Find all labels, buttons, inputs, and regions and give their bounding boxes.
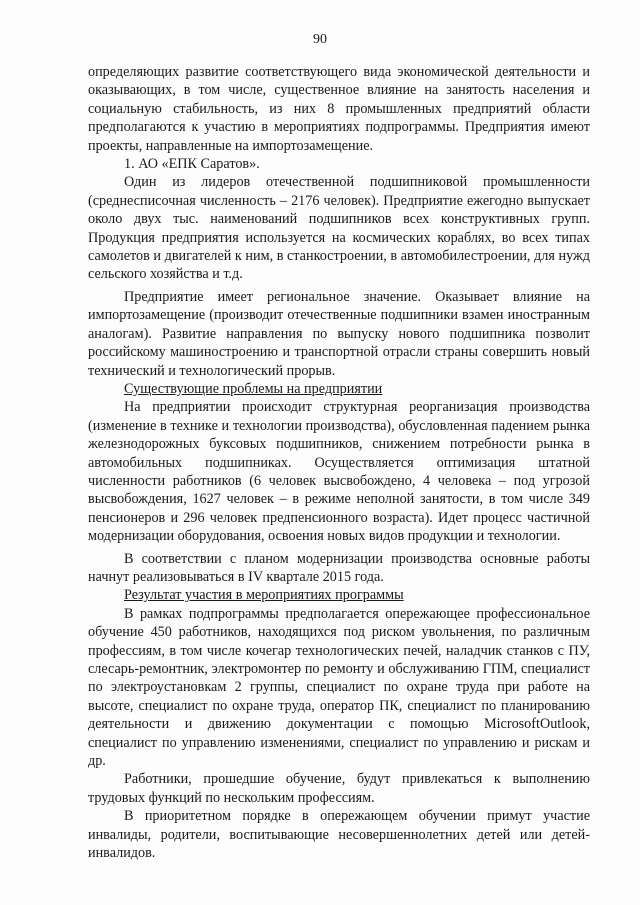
- paragraph-enterprise-title: 1. АО «ЕПК Саратов».: [124, 156, 260, 173]
- paragraph-continuation: определяющих развитие соответствующего вида экономической деятельности и оказывающих, в том числе, существенное влияние на занятость населения и социальную стабильность, из них 8 промышленных предприятий области предполагаются к участию в мероприятиях подпрограммы. Предприятия имеют проекты, направленные на импортозамещение.: [88, 64, 590, 154]
- paragraph-regional-significance: Предприятие имеет региональное значение. Оказывает влияние на импортозамещение (производит отечественные подшипники взамен иностранным аналогам). Развитие направления по выпуску нового подшипника позволит российскому машиностроению и транспортной отрасли страны совершить новый технический и технологический прорыв.: [88, 288, 590, 379]
- paragraph-priority-participants: В приоритетном порядке в опережающем обучении примут участие инвалиды, родители, воспитывающие несовершеннолетних детей или детей-инвалидов.: [88, 808, 590, 862]
- paragraph-restructuring: На предприятии происходит структурная реорганизация производства (изменение в технике и технологии производства), обусловленная падением рынка железнодорожных буксовых подшипников, снижением потребности рынка в автомобильных подшипниках. Осуществляется оптимизация штатной численности работников (6 человек высвобождено, 4 человека – под угрозой высвобождения, 1627 человек – в режиме неполной занятости, в том числе 349 пенсионеров и 296 человек предпенсионного возраста). Идет процесс частичной модернизации оборудования, освоения новых видов продукции и технологии.: [88, 399, 590, 545]
- paragraph-training-program: В рамках подпрограммы предполагается опережающее профессиональное обучение 450 работников, находящихся под риском увольнения, по различным профессиям, в том числе кочегар технологических печей, наладчик станков с ПУ, слесарь-ремонтник, электромонтер по ремонту и обслуживанию ГПМ, специалист по электроустановкам 2 группы, специалист по охране труда при работе на высоте, специалист по охране труда, оператор ПК, специалист по планированию деятельности и движению документации с помощью MicrosoftOutlook, специалист по управлению изменениями, специалист по управлению и рискам и др.: [88, 605, 590, 770]
- paragraph-enterprise-description: Один из лидеров отечественной подшипниковой промышленности (среднесписочная численность – 2176 человек). Предприятие ежегодно выпускает около двух тыс. наименований подшипников всех конструктивных групп. Продукция предприятия используется на космических кораблях, во всех типах самолетов и двигателей к ним, в станкостроении, в автомобилестроении, для нужд сельского хозяйства и т.д.: [88, 174, 590, 283]
- page-number: 90: [313, 32, 327, 47]
- paragraph-trained-workers: Работники, прошедшие обучение, будут привлекаться к выполнению трудовых функций по нескольким профессиям.: [88, 771, 590, 806]
- section-heading-results: [88, 586, 590, 604]
- section-heading-problems-text: Существующие проблемы на предприятии: [124, 380, 383, 397]
- paragraph-modernization-plan: В соответствии с планом модернизации производства основные работы начнут реализовываться в IV квартале 2015 года.: [88, 550, 590, 585]
- section-heading-results-text: Результат участия в мероприятиях программы: [124, 587, 404, 604]
- section-heading-problems: [88, 380, 590, 398]
- document-body: [88, 63, 590, 862]
